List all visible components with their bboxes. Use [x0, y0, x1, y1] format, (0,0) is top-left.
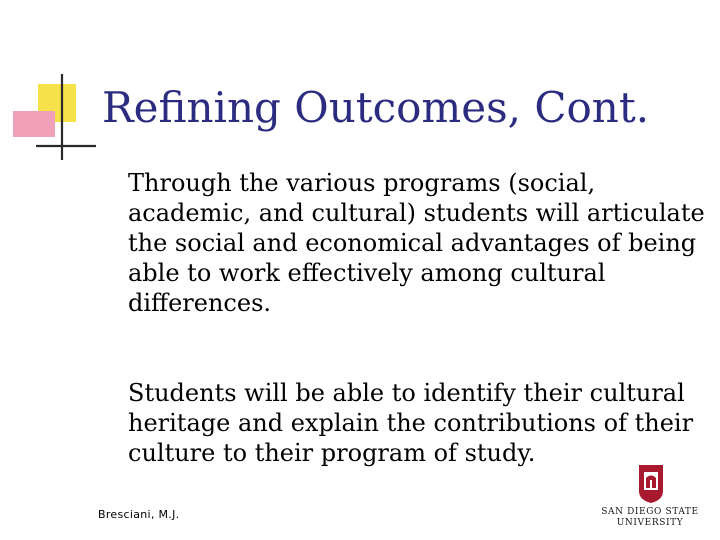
university-logo-icon — [638, 464, 664, 504]
logo-text-line-1: SAN DIEGO STATE — [601, 507, 699, 517]
slide-title: Refining Outcomes, Cont. — [102, 83, 650, 132]
body-paragraph-2: Students will be able to identify their cultural heritage and explain the contributions of their culture to their program of study. — [128, 379, 694, 467]
body-paragraph-1: Through the various programs (social, academic, and cultural) students will articulate the social and economical advantages of being able to work effectively among cultural differences. — [128, 169, 705, 317]
footer-author: Bresciani, M.J. — [98, 508, 180, 521]
pink-square — [13, 111, 55, 137]
university-logo — [600, 464, 700, 530]
logo-text-line-2: UNIVERSITY — [616, 518, 684, 528]
title-decoration — [0, 0, 100, 180]
